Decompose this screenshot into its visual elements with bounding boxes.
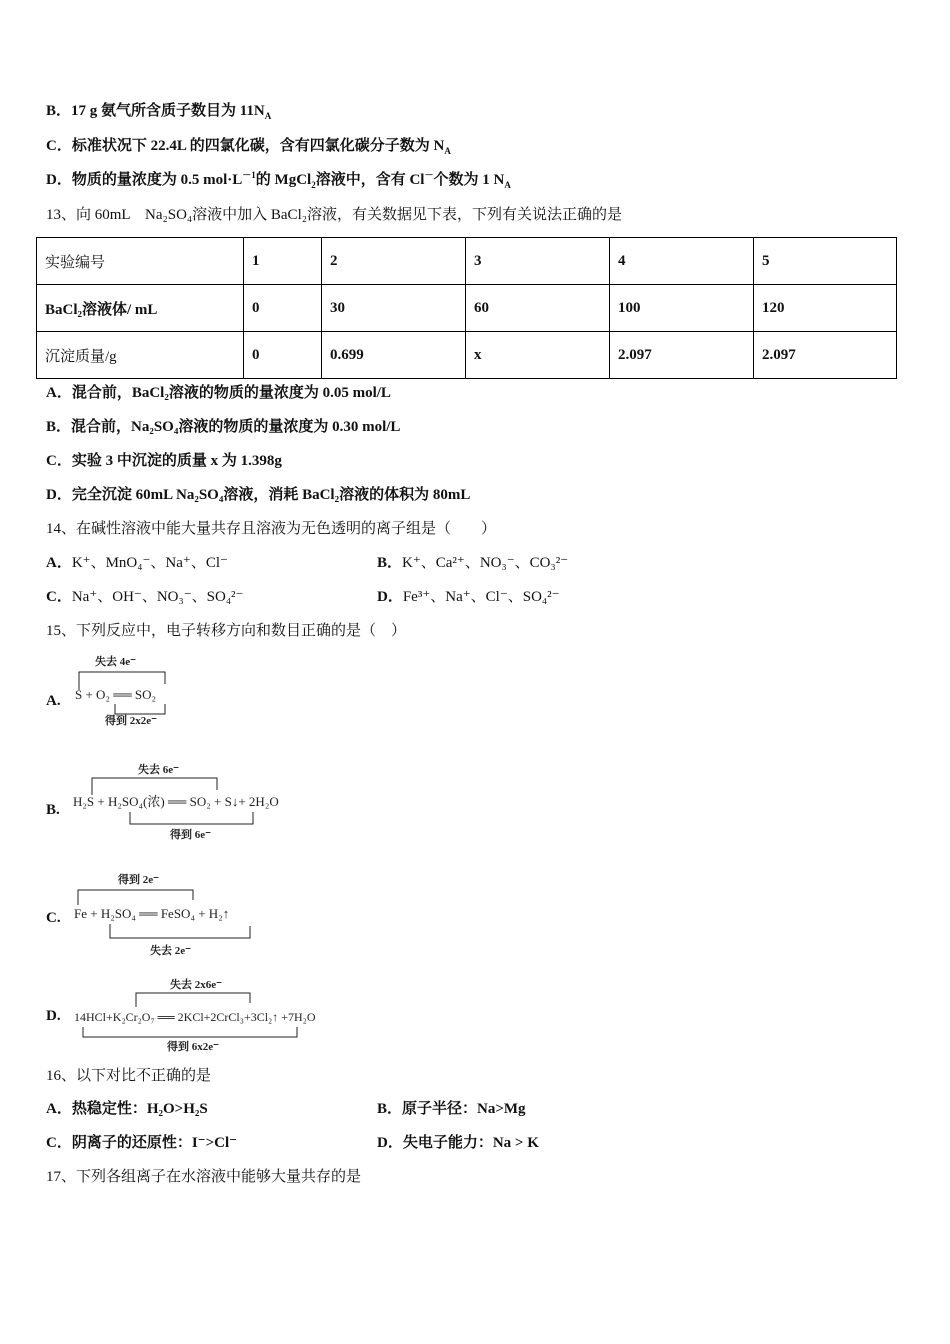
table-cell: 3 (466, 238, 610, 285)
q15-stem: 15、下列反应中，电子转移方向和数目正确的是（ ） (46, 623, 407, 639)
electron-loss-label: 失去 4e⁻ (95, 656, 136, 668)
subscript: 2 (311, 180, 316, 190)
q14-option-c[interactable] (46, 587, 243, 607)
q13-option-a[interactable]: A．混合前，BaCl₂溶液的物质的量浓度为 0.05 mol/L (46, 385, 391, 401)
option-text: Na⁺、OH⁻、NO₃⁻、SO₄²⁻ (71, 589, 244, 605)
q16-option-b[interactable]: B．原子半径：Na>Mg (377, 1101, 526, 1117)
table-cell: x (466, 332, 610, 379)
q12-option-b[interactable] (46, 101, 271, 121)
q15-option-c-diagram (70, 870, 280, 960)
subscript: A (444, 146, 451, 156)
superscript: －1 (242, 170, 256, 180)
table-cell: 0.699 (322, 332, 466, 379)
q14-option-a[interactable] (46, 553, 228, 573)
electron-loss-label: 失去 6e⁻ (138, 764, 179, 776)
table-cell: 30 (322, 285, 466, 332)
table-cell: 2.097 (610, 332, 754, 379)
table-cell: 100 (610, 285, 754, 332)
q13-data-table (36, 237, 897, 379)
table-cell: 2.097 (754, 332, 897, 379)
q15-option-c-label[interactable]: C. (46, 910, 61, 926)
option-text: C．标准状况下 22.4L 的四氯化碳，含有四氯化碳分子数为 N (46, 138, 445, 154)
table-header: 实验编号 (37, 238, 244, 285)
table-row (37, 238, 897, 285)
electron-gain-label: 得到 6x2e⁻ (167, 1041, 219, 1053)
transfer-arrow-bottom (130, 812, 253, 824)
q16-option-c[interactable]: C．阴离子的还原性：I⁻>Cl⁻ (46, 1135, 238, 1151)
table-cell: 120 (754, 285, 897, 332)
q15-option-b-label[interactable]: B. (46, 802, 60, 818)
option-label: A． (46, 555, 72, 571)
option-text: Fe³⁺、Na⁺、Cl⁻、SO₄²⁻ (402, 589, 560, 605)
option-text: K⁺、MnO₄⁻、Na⁺、Cl⁻ (71, 555, 228, 571)
table-cell: 5 (754, 238, 897, 285)
option-label: B． (377, 555, 403, 571)
table-header: BaCl₂溶液体/ mL (37, 285, 244, 332)
q12-option-d[interactable] (46, 170, 511, 190)
option-text: 个数为 1 N (433, 172, 505, 188)
q15-option-d-diagram (72, 975, 362, 1055)
equation-text: 14HCl+K₂Cr₂O₇ ══ 2KCl+2CrCl₃+3Cl₂↑ +7H₂O (74, 1010, 316, 1024)
subscript: A (504, 180, 511, 190)
q13-option-c[interactable]: C．实验 3 中沉淀的质量 x 为 1.398g (46, 453, 282, 469)
q15-option-b-diagram (70, 760, 320, 842)
table-cell: 4 (610, 238, 754, 285)
q17-stem: 17、下列各组离子在水溶液中能够大量共存的是 (46, 1169, 362, 1185)
q15-option-a-diagram (70, 652, 200, 727)
option-text: 的 MgCl (255, 172, 312, 188)
electron-loss-label: 失去 2e⁻ (150, 945, 191, 957)
equation-text: H₂S + H₂SO₄(浓) ══ SO₂ + S↓+ 2H₂O (73, 794, 279, 809)
transfer-arrow-top (92, 778, 217, 795)
table-cell: 0 (244, 332, 322, 379)
q13-option-d[interactable]: D．完全沉淀 60mL Na₂SO₄溶液，消耗 BaCl₂溶液的体积为 80mL (46, 487, 471, 503)
electron-gain-label: 得到 6e⁻ (170, 829, 211, 841)
transfer-arrow-top (136, 993, 250, 1007)
option-label: C． (46, 589, 72, 605)
q15-option-d-label[interactable]: D. (46, 1008, 61, 1024)
q15-option-a-label[interactable]: A. (46, 693, 61, 709)
subscript: A (264, 111, 272, 121)
table-row (37, 332, 897, 379)
table-cell: 0 (244, 285, 322, 332)
electron-gain-label: 得到 2x2e⁻ (105, 715, 157, 727)
q12-option-c[interactable] (46, 136, 451, 156)
equation-text: S + O₂ ══ SO₂ (75, 687, 157, 702)
option-text: D．物质的量浓度为 0.5 mol·L (46, 172, 243, 188)
superscript: － (424, 170, 434, 180)
transfer-arrow-bottom (83, 1027, 297, 1037)
electron-gain-label: 得到 2e⁻ (118, 874, 159, 886)
table-cell: 60 (466, 285, 610, 332)
option-label: D． (377, 589, 403, 605)
transfer-arrow-bottom (115, 704, 165, 714)
q16-option-d[interactable]: D．失电子能力：Na > K (377, 1135, 539, 1151)
transfer-arrow-bottom (110, 924, 250, 938)
q14-option-b[interactable] (377, 553, 568, 573)
option-text: B．17 g 氨气所含质子数目为 11N (46, 103, 265, 119)
option-text: K⁺、Ca²⁺、NO₃⁻、CO₃²⁻ (402, 555, 569, 571)
table-header: 沉淀质量/g (37, 332, 244, 379)
table-cell: 2 (322, 238, 466, 285)
q14-stem: 14、在碱性溶液中能大量共存且溶液为无色透明的离子组是（ ） (46, 521, 497, 537)
q14-option-d[interactable] (377, 587, 560, 607)
table-row (37, 285, 897, 332)
transfer-arrow-top (78, 890, 193, 905)
q13-option-b[interactable]: B．混合前，Na₂SO₄溶液的物质的量浓度为 0.30 mol/L (46, 419, 401, 435)
option-text: 溶液中，含有 Cl (315, 172, 425, 188)
electron-loss-label: 失去 2x6e⁻ (170, 979, 222, 991)
q13-stem: 13、向 60mL Na₂SO₄溶液中加入 BaCl₂溶液，有关数据见下表，下列有关说法正确的是 (46, 207, 622, 223)
equation-text: Fe + H₂SO₄ ══ FeSO₄ + H₂↑ (74, 906, 230, 921)
q16-stem: 16、以下对比不正确的是 (46, 1068, 212, 1084)
q16-option-a[interactable]: A．热稳定性：H₂O>H₂S (46, 1101, 208, 1117)
table-cell: 1 (244, 238, 322, 285)
